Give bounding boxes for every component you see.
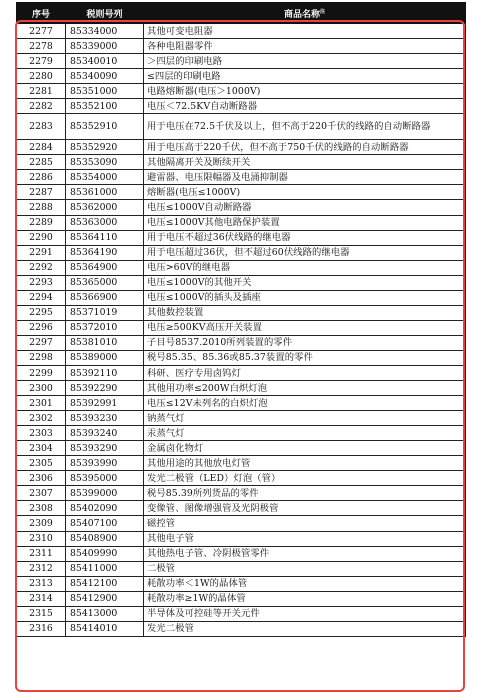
table-row: [17, 260, 466, 275]
table-row: [17, 84, 466, 99]
row-code: 85395000: [66, 471, 144, 486]
row-name: 磁控管: [144, 516, 466, 531]
row-code: 85352910: [66, 114, 144, 140]
row-seq: 2301: [17, 396, 66, 411]
row-code: 85381010: [66, 335, 144, 350]
row-name: 其他用途的其他放电灯管: [144, 456, 466, 471]
row-seq: 2291: [17, 245, 66, 260]
row-code: 85411000: [66, 561, 144, 576]
table-row: [17, 24, 466, 39]
table-row: [17, 275, 466, 290]
tariff-table: [16, 2, 466, 637]
table-row: [17, 335, 466, 350]
row-seq: 2312: [17, 561, 66, 576]
row-name: 其他隔离开关及断续开关: [144, 155, 466, 170]
row-code: 85412900: [66, 591, 144, 606]
row-seq: 2305: [17, 456, 66, 471]
row-seq: 2294: [17, 290, 66, 305]
tariff-table-container: [16, 2, 465, 637]
row-name: 电压>60V的继电器: [144, 260, 466, 275]
row-code: 85393290: [66, 441, 144, 456]
row-seq: 2298: [17, 350, 66, 365]
row-seq: 2299: [17, 365, 66, 380]
table-row: [17, 606, 466, 621]
table-row: [17, 426, 466, 441]
table-row: [17, 245, 466, 260]
row-seq: 2279: [17, 54, 66, 69]
row-code: 85354000: [66, 170, 144, 185]
row-code: 85389000: [66, 350, 144, 365]
row-seq: 2288: [17, 200, 66, 215]
row-code: 85414010: [66, 621, 144, 636]
row-name: 用于电压不超过36伏线路的继电器: [144, 230, 466, 245]
row-seq: 2281: [17, 84, 66, 99]
row-code: 85365000: [66, 275, 144, 290]
table-row: [17, 365, 466, 380]
row-name: ＞四层的印刷电路: [144, 54, 466, 69]
row-seq: 2296: [17, 320, 66, 335]
table-row: [17, 621, 466, 636]
row-code: 85371019: [66, 305, 144, 320]
row-name: 电压≤1000V的其他开关: [144, 275, 466, 290]
row-name: 其他电子管: [144, 531, 466, 546]
row-name: 发光二极管（LED）灯泡（管）: [144, 471, 466, 486]
row-seq: 2289: [17, 215, 66, 230]
table-row: [17, 441, 466, 456]
row-name: 电压≥500KV高压开关装置: [144, 320, 466, 335]
table-row: [17, 230, 466, 245]
row-code: 85407100: [66, 516, 144, 531]
header-name: [144, 3, 466, 24]
row-name: 二极管: [144, 561, 466, 576]
row-code: 85408900: [66, 531, 144, 546]
table-row: [17, 39, 466, 54]
row-name: 变像管、图像增强管及光阴极管: [144, 501, 466, 516]
row-code: 85334000: [66, 24, 144, 39]
row-name: 电压≤12V未列名的白炽灯泡: [144, 396, 466, 411]
row-code: 85364190: [66, 245, 144, 260]
header-code: 税则号列: [66, 3, 144, 24]
row-seq: 2286: [17, 170, 66, 185]
row-seq: 2295: [17, 305, 66, 320]
row-code: 85340090: [66, 69, 144, 84]
row-name: 电压≤1000V的插头及插座: [144, 290, 466, 305]
row-seq: 2315: [17, 606, 66, 621]
table-row: [17, 486, 466, 501]
row-seq: 2307: [17, 486, 66, 501]
row-name: 用于电压在72.5千伏及以上，但不高于220千伏的线路的自动断路器: [144, 114, 466, 140]
row-seq: 2277: [17, 24, 66, 39]
row-name: 其他热电子管、冷阴极管零件: [144, 546, 466, 561]
row-name: 税号85.39所列货品的零件: [144, 486, 466, 501]
row-seq: 2316: [17, 621, 66, 636]
table-row: [17, 54, 466, 69]
row-code: 85366900: [66, 290, 144, 305]
table-row: [17, 411, 466, 426]
row-name: 半导体及可控硅等开关元件: [144, 606, 466, 621]
table-row: [17, 305, 466, 320]
table-row: [17, 396, 466, 411]
row-code: 85402090: [66, 501, 144, 516]
table-row: [17, 185, 466, 200]
row-name: 用于电压高于220千伏，但不高于750千伏的线路的自动断路器: [144, 140, 466, 155]
row-name: 用于电压超过36伏，但不超过60伏线路的继电器: [144, 245, 466, 260]
table-row: [17, 320, 466, 335]
row-name: 其他用功率≤200W白炽灯泡: [144, 381, 466, 396]
row-code: 85413000: [66, 606, 144, 621]
table-row: [17, 99, 466, 114]
table-row: [17, 350, 466, 365]
row-name: 耗散功率≥1W的晶体管: [144, 591, 466, 606]
row-seq: 2292: [17, 260, 66, 275]
row-seq: 2293: [17, 275, 66, 290]
row-code: 85364110: [66, 230, 144, 245]
table-row: [17, 531, 466, 546]
row-seq: 2306: [17, 471, 66, 486]
row-code: 85393230: [66, 411, 144, 426]
row-name: 耗散功率＜1W的晶体管: [144, 576, 466, 591]
row-code: 85340010: [66, 54, 144, 69]
row-code: 85409990: [66, 546, 144, 561]
row-seq: 2282: [17, 99, 66, 114]
row-code: 85392290: [66, 381, 144, 396]
row-code: 85352920: [66, 140, 144, 155]
row-seq: 2310: [17, 531, 66, 546]
table-row: [17, 546, 466, 561]
row-name: ≤四层的印刷电路: [144, 69, 466, 84]
row-code: 85353090: [66, 155, 144, 170]
table-header-row: [17, 3, 466, 24]
table-row: [17, 501, 466, 516]
row-seq: 2284: [17, 140, 66, 155]
table-row: [17, 576, 466, 591]
row-seq: 2280: [17, 69, 66, 84]
row-code: 85412100: [66, 576, 144, 591]
row-name: 其他数控装置: [144, 305, 466, 320]
row-seq: 2304: [17, 441, 66, 456]
row-name: 熔断器(电压≤1000V): [144, 185, 466, 200]
table-row: [17, 381, 466, 396]
row-seq: 2311: [17, 546, 66, 561]
row-code: 85399000: [66, 486, 144, 501]
table-row: [17, 114, 466, 140]
row-code: 85392991: [66, 396, 144, 411]
table-row: [17, 471, 466, 486]
row-name: 避雷器、电压限幅器及电涌抑制器: [144, 170, 466, 185]
row-code: 85392110: [66, 365, 144, 380]
row-seq: 2283: [17, 114, 66, 140]
row-seq: 2309: [17, 516, 66, 531]
row-seq: 2290: [17, 230, 66, 245]
row-name: 子目号8537.2010所列装置的零件: [144, 335, 466, 350]
row-name: 电路熔断器(电压＞1000V): [144, 84, 466, 99]
row-code: 85352100: [66, 99, 144, 114]
table-row: [17, 155, 466, 170]
row-name: 科研、医疗专用卤钨灯: [144, 365, 466, 380]
row-code: 85363000: [66, 215, 144, 230]
row-code: 85362000: [66, 200, 144, 215]
row-name: 其他可变电阻器: [144, 24, 466, 39]
row-name: 各种电阻器零件: [144, 39, 466, 54]
table-row: [17, 290, 466, 305]
table-row: [17, 516, 466, 531]
table-row: [17, 69, 466, 84]
row-seq: 2285: [17, 155, 66, 170]
row-seq: 2313: [17, 576, 66, 591]
row-name: 电压≤1000V自动断路器: [144, 200, 466, 215]
table-row: [17, 215, 466, 230]
row-name: 发光二极管: [144, 621, 466, 636]
row-seq: 2297: [17, 335, 66, 350]
row-name: 钠蒸气灯: [144, 411, 466, 426]
row-name: 汞蒸气灯: [144, 426, 466, 441]
row-name: 税号85.35、85.36或85.37装置的零件: [144, 350, 466, 365]
table-row: [17, 561, 466, 576]
table-row: [17, 170, 466, 185]
row-name: 金属卤化物灯: [144, 441, 466, 456]
row-code: 85393990: [66, 456, 144, 471]
row-code: 85372010: [66, 320, 144, 335]
table-row: [17, 200, 466, 215]
row-name: 电压＜72.5KV自动断路器: [144, 99, 466, 114]
table-row: [17, 140, 466, 155]
row-name: 电压≤1000V其他电路保护装置: [144, 215, 466, 230]
row-seq: 2302: [17, 411, 66, 426]
header-seq: 序号: [17, 3, 66, 24]
row-code: 85361000: [66, 185, 144, 200]
header-name-note: 注: [320, 8, 326, 15]
row-code: 85339000: [66, 39, 144, 54]
table-row: [17, 591, 466, 606]
row-seq: 2278: [17, 39, 66, 54]
row-code: 85364900: [66, 260, 144, 275]
row-code: 85351000: [66, 84, 144, 99]
table-row: [17, 456, 466, 471]
row-seq: 2308: [17, 501, 66, 516]
table-body: [17, 24, 466, 637]
row-seq: 2300: [17, 381, 66, 396]
row-code: 85393240: [66, 426, 144, 441]
row-seq: 2287: [17, 185, 66, 200]
row-seq: 2314: [17, 591, 66, 606]
row-seq: 2303: [17, 426, 66, 441]
header-name-label: 商品名称: [283, 9, 320, 20]
